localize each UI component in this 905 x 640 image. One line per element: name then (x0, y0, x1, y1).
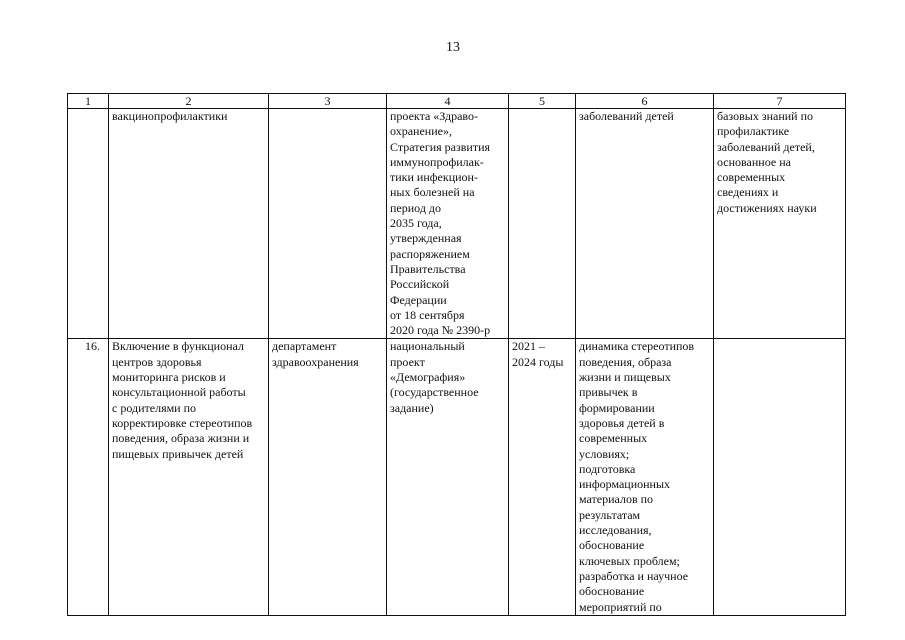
text-line: (государственное (390, 385, 479, 400)
table-row-16 (68, 339, 846, 615)
cell-period (509, 339, 576, 615)
text-line: ключевых проблем; (579, 553, 680, 568)
text-line: разработка и научное (579, 568, 689, 583)
text-line: Правительства (390, 261, 466, 276)
text-line: заболеваний детей, (717, 139, 815, 154)
text-line: пищевых привычек детей (112, 446, 244, 461)
header-col-2: 2 (109, 94, 269, 109)
cell-measure-name: вакцинопрофилактики (109, 109, 269, 339)
text-line: департамент (272, 339, 337, 354)
cell-indicators: заболеваний детей (576, 109, 714, 339)
text-line: современных (717, 170, 786, 185)
text-line: распоряжением (390, 246, 470, 261)
text-line: поведения, образа (579, 354, 672, 369)
text-line: привычек в (579, 385, 638, 400)
text-line: иммунопрофилак- (390, 154, 484, 169)
text-line: современных (579, 431, 648, 446)
header-col-1: 1 (68, 94, 109, 109)
text-line: охранение», (390, 124, 452, 139)
text-line: поведения, образа жизни и (112, 431, 250, 446)
cell-period (509, 109, 576, 339)
text-line: от 18 сентября (390, 307, 465, 322)
text-line: 2035 года, (390, 216, 442, 231)
cell-executor (269, 109, 387, 339)
text-line: подготовка (579, 461, 636, 476)
text-line: корректировке стереотипов (112, 415, 253, 430)
page-number: 13 (446, 40, 460, 55)
text-line: 2020 года № 2390-р (390, 323, 491, 338)
document-table (67, 93, 846, 616)
text-line: материалов по (579, 492, 654, 507)
header-col-6: 6 (576, 94, 714, 109)
text-line: проекта «Здраво- (390, 109, 479, 123)
text-line: достижениях науки (717, 200, 817, 215)
header-col-3: 3 (269, 94, 387, 109)
text-line: мероприятий по (579, 599, 662, 614)
text-line: мониторинга рисков и (112, 370, 226, 385)
text-line: результатам (579, 507, 641, 522)
cell-executor (269, 339, 387, 615)
text-line: обоснование (579, 584, 645, 599)
text-line: 2021 – (512, 339, 545, 354)
text-line: динамика стереотипов (579, 339, 695, 354)
text-line: Стратегия развития (390, 139, 491, 154)
text-line: исследования, (579, 523, 652, 538)
text-line: «Демография» (390, 370, 466, 385)
text-line: с родителями по (112, 400, 197, 415)
text-line: Включение в функционал (112, 339, 244, 354)
text-line: здравоохранения (272, 354, 359, 369)
text-line: Федерации (390, 292, 447, 307)
table-row-continued (68, 109, 846, 339)
text-line: утвержденная (390, 231, 462, 246)
header-col-5: 5 (509, 94, 576, 109)
header-col-7: 7 (714, 94, 846, 109)
text-line: формировании (579, 400, 655, 415)
text-line: национальный (390, 339, 465, 354)
text-line: условиях; (579, 446, 630, 461)
text-line: сведениях и (717, 185, 779, 200)
text-line: базовых знаний по (717, 109, 814, 123)
cell-measure-name (109, 339, 269, 615)
text-line: обоснование (579, 538, 645, 553)
text-line: задание) (390, 400, 434, 415)
text-line: проект (390, 354, 425, 369)
cell-basis (387, 339, 509, 615)
text-line: информационных (579, 477, 671, 492)
header-col-4: 4 (387, 94, 509, 109)
text-line: консультационной работы (112, 385, 246, 400)
cell-number (68, 109, 109, 339)
text-line: основанное на (717, 154, 791, 169)
text-line: ных болезней на (390, 185, 475, 200)
cell-number: 16. (68, 339, 109, 615)
text-line: Российской (390, 277, 450, 292)
cell-indicators (576, 339, 714, 615)
text-line: жизни и пищевых (579, 370, 671, 385)
text-line: здоровья детей в (579, 415, 665, 430)
cell-result (714, 339, 846, 615)
text-line: период до (390, 200, 442, 215)
text-line: центров здоровья (112, 354, 202, 369)
text-line: профилактике (717, 124, 790, 139)
header-row (68, 94, 846, 109)
text-line: тики инфекцион- (390, 170, 478, 185)
cell-result (714, 109, 846, 339)
text-line: 2024 годы (512, 354, 564, 369)
cell-basis (387, 109, 509, 339)
